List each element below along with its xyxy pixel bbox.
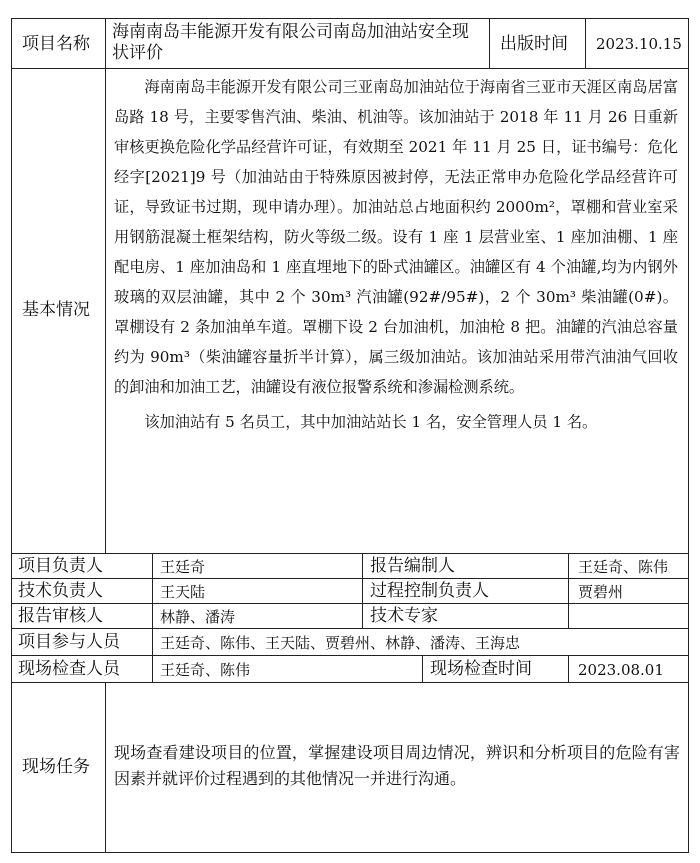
project-lead: 王廷奇 [160,558,206,576]
publish-time-label: 出版时间 [500,34,568,54]
row-divider [11,655,689,656]
col-divider [422,655,423,682]
col-divider [105,18,106,553]
participants: 王廷奇、陈伟、王天陆、贾碧州、林静、潘涛、王海忠 [160,634,521,652]
task-label: 现场任务 [22,757,90,777]
project-name-label: 项目名称 [22,34,90,54]
tech-lead-label: 技术负责人 [18,581,103,601]
report-author-label: 报告编制人 [370,556,455,576]
task-text: 现场查看建设项目的位置，掌握建设项目周边情况，辨识和分析项目的危险有害因素并就评价过程遇到的其他情况一并进行沟通。 [114,743,680,788]
tech-lead: 王天陆 [160,583,206,601]
inspection-time-label: 现场检查时间 [430,659,532,679]
basic-info-label: 基本情况 [22,300,90,320]
tech-expert-label: 技术专家 [370,606,438,626]
basic-info-text [114,72,678,437]
col-divider [152,553,153,682]
project-name: 海南南岛丰能源开发有限公司南岛加油站安全现状评价 [112,22,469,63]
row-divider [11,68,689,69]
inspectors: 王廷奇、陈伟 [160,661,251,679]
col-divider [105,682,106,853]
reviewer-label: 报告审核人 [18,606,103,626]
row-divider [11,682,689,683]
col-divider [362,553,363,629]
publish-time: 2023.10.15 [596,35,682,53]
row-divider [11,603,689,604]
basic-info-paragraph: 海南南岛丰能源开发有限公司三亚南岛加油站位于海南省三亚市天涯区南岛居富岛路 18 号，主要零售汽油、柴油、机油等。该加油站于 2018 年 11 月 26 日重新审核更换危险化学品经营许可证，有效期至 2021 年 11 月 25 日，证书编号：危化经字[2021]9 号（加油站由于特殊原因被封停，无法正常申办危险化学品经营许可证，导致证书过期，现申请办理）。加油站总占地面积约 2000m²，罩棚和营业室采用钢筋混凝土框架结构，防火等级二级。设有 1 座 1 层营业室、1 座加油棚、1 座配电房、1 座加油岛和 1 座直埋地下的卧式油罐区。油罐区有 4 个油罐,均为内钢外玻璃的双层油罐，其中 2 个 30m³ 汽油罐(92#/95#)，2 个 30m³ 柴油罐(0#)。罩棚设有 2 条加油单车道。罩棚下设 2 台加油机，加油枪 8 把。油罐的汽油总容量约为 90m³（柴油罐容量折半计算），属三级加油站。该加油站采用带汽油油气回收的卸油和加油工艺，油罐设有液位报警系统和渗漏检测系统。 [114,78,678,396]
col-divider [489,18,490,69]
process-control-label: 过程控制负责人 [370,581,489,601]
row-divider [11,553,689,554]
process-control: 贾碧州 [578,583,624,601]
col-divider [585,18,586,69]
col-divider [568,655,569,682]
inspection-time: 2023.08.01 [578,661,664,679]
participants-label: 项目参与人员 [18,632,120,652]
project-lead-label: 项目负责人 [18,556,103,576]
row-divider [11,628,689,629]
inspectors-label: 现场检查人员 [18,659,120,679]
report-author: 王廷奇、陈伟 [578,558,669,576]
table-border-left [11,18,12,853]
table-border-bottom [11,852,689,853]
col-divider [568,553,569,629]
row-divider [11,578,689,579]
table-border-top [11,18,689,19]
reviewer: 林静、潘涛 [160,608,236,626]
table-border-right [688,18,689,853]
staff-paragraph: 该加油站有 5 名员工，其中加油站站长 1 名，安全管理人员 1 名。 [144,413,598,431]
